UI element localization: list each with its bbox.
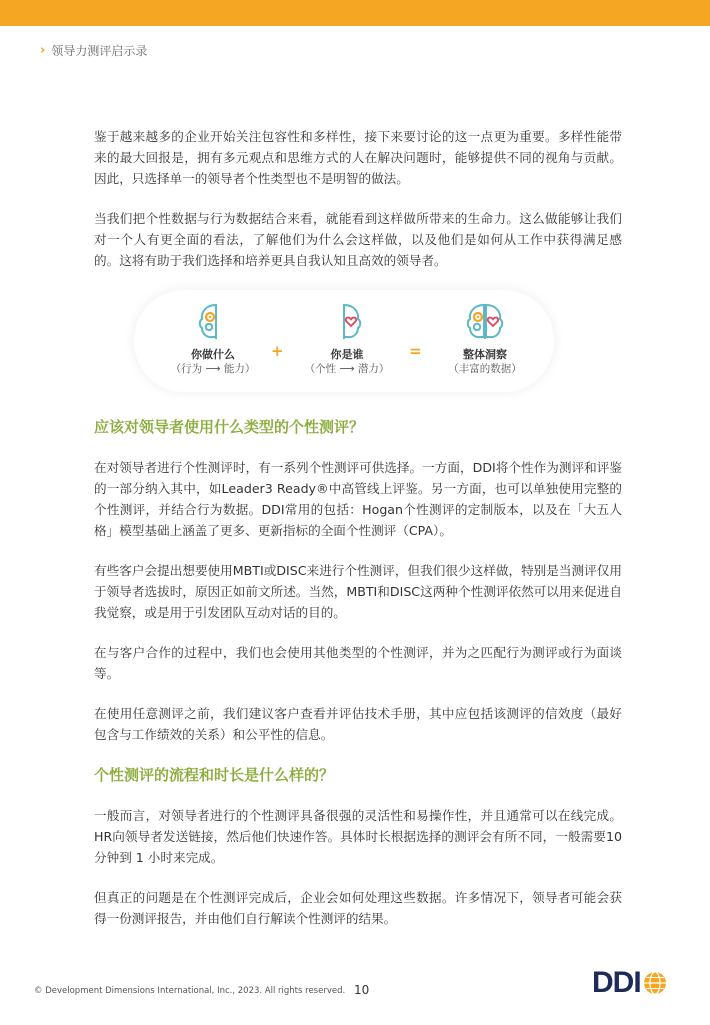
top-accent-bar bbox=[0, 0, 710, 26]
paragraph: 在与客户合作的过程中，我们也会使用其他类型的个性测评，并为之匹配行为测评或行为面谈等。 bbox=[94, 645, 622, 681]
section-heading: 个性测评的流程和时长是什么样的？ bbox=[94, 766, 335, 784]
diagram-item-insight bbox=[430, 302, 540, 377]
diagram-subtitle: （个性 ⟶ 潜力） bbox=[304, 363, 390, 375]
diagram-title: 你做什么 bbox=[191, 348, 235, 361]
paragraph: 当我们把个性数据与行为数据结合来看，就能看到这样做所带来的生命力。这么做能够让我们对一个人有更全面的看法，了解他们为什么会这样做，以及他们是如何从工作中获得满足感的。这将有助于我们选择和培养更具自我认知且高效的领导者。 bbox=[94, 211, 622, 268]
paragraph: 鉴于越来越多的企业开始关注包容性和多样性，接下来要讨论的这一点更为重要。多样性能带来的最大回报是，拥有多元观点和思维方式的人在解决问题时，能够提供不同的视角与贡献。因此，只选择单一的领导者个性类型也不是明智的做法。 bbox=[94, 129, 622, 186]
chevron-right-icon: › bbox=[40, 43, 46, 58]
copyright-text: © Development Dimensions International, Inc., 2023. All rights reserved. bbox=[34, 986, 346, 996]
full-brain-icon bbox=[460, 302, 510, 342]
diagram-item-behavior bbox=[158, 302, 268, 377]
globe-icon bbox=[642, 970, 668, 996]
section-heading: 应该对领导者使用什么类型的个性测评？ bbox=[94, 418, 365, 436]
logo-text: DDI bbox=[592, 966, 641, 999]
diagram-subtitle: （行为 ⟶ 能力） bbox=[170, 363, 256, 375]
breadcrumb-label: 领导力测评启示录 bbox=[51, 44, 148, 58]
diagram-title: 你是谁 bbox=[330, 348, 364, 361]
paragraph: 在对领导者进行个性测评时，有一系列个性测评可供选择。一方面，DDI将个性作为测评和评鉴的一部分纳入其中，如Leader3 Ready®中高管线上评鉴。另一方面，也可以单独使用完整的个性测评，并结合行为数据。DDI常用的包括：Hogan个性测评的定制版本，以及在「大五人格」模型基础上涵盖了更多、更新指标的全面个性测评（CPA）。 bbox=[94, 460, 622, 538]
diagram-title: 整体洞察 bbox=[463, 348, 507, 361]
main-content bbox=[94, 126, 622, 948]
paragraph: 但真正的问题是在个性测评完成后，企业会如何处理这些数据。许多情况下，领导者可能会获得一份测评报告，并由他们自行解读个性测评的结果。 bbox=[94, 890, 622, 926]
paragraph: 一般而言，对领导者进行的个性测评具备很强的灵活性和易操作性，并且通常可以在线完成。HR向领导者发送链接，然后他们快速作答。具体时长根据选择的测评会有所不同，一般需要10分钟到 1 小时来完成。 bbox=[94, 808, 622, 865]
diagram-item-personality bbox=[292, 302, 402, 377]
diagram-subtitle: （丰富的数据） bbox=[448, 363, 522, 375]
brain-heart-icon bbox=[330, 302, 364, 342]
brain-gears-icon bbox=[196, 302, 230, 342]
ddi-logo bbox=[592, 966, 668, 1000]
insight-diagram bbox=[134, 290, 554, 392]
breadcrumb[interactable] bbox=[40, 42, 147, 59]
equals-icon: = bbox=[409, 342, 422, 360]
plus-icon: + bbox=[271, 342, 284, 360]
paragraph: 有些客户会提出想要使用MBTI或DISC来进行个性测评，但我们很少这样做，特别是当测评仅用于领导者选拔时，原因正如前文所述。当然，MBTI和DISC这两种个性测评依然可以用来促进自我觉察，或是用于引发团队互动对话的目的。 bbox=[94, 563, 622, 620]
page-number: 10 bbox=[354, 983, 370, 997]
paragraph: 在使用任意测评之前，我们建议客户查看并评估技术手册，其中应包括该测评的信效度（最好包含与工作绩效的关系）和公平性的信息。 bbox=[94, 706, 622, 742]
